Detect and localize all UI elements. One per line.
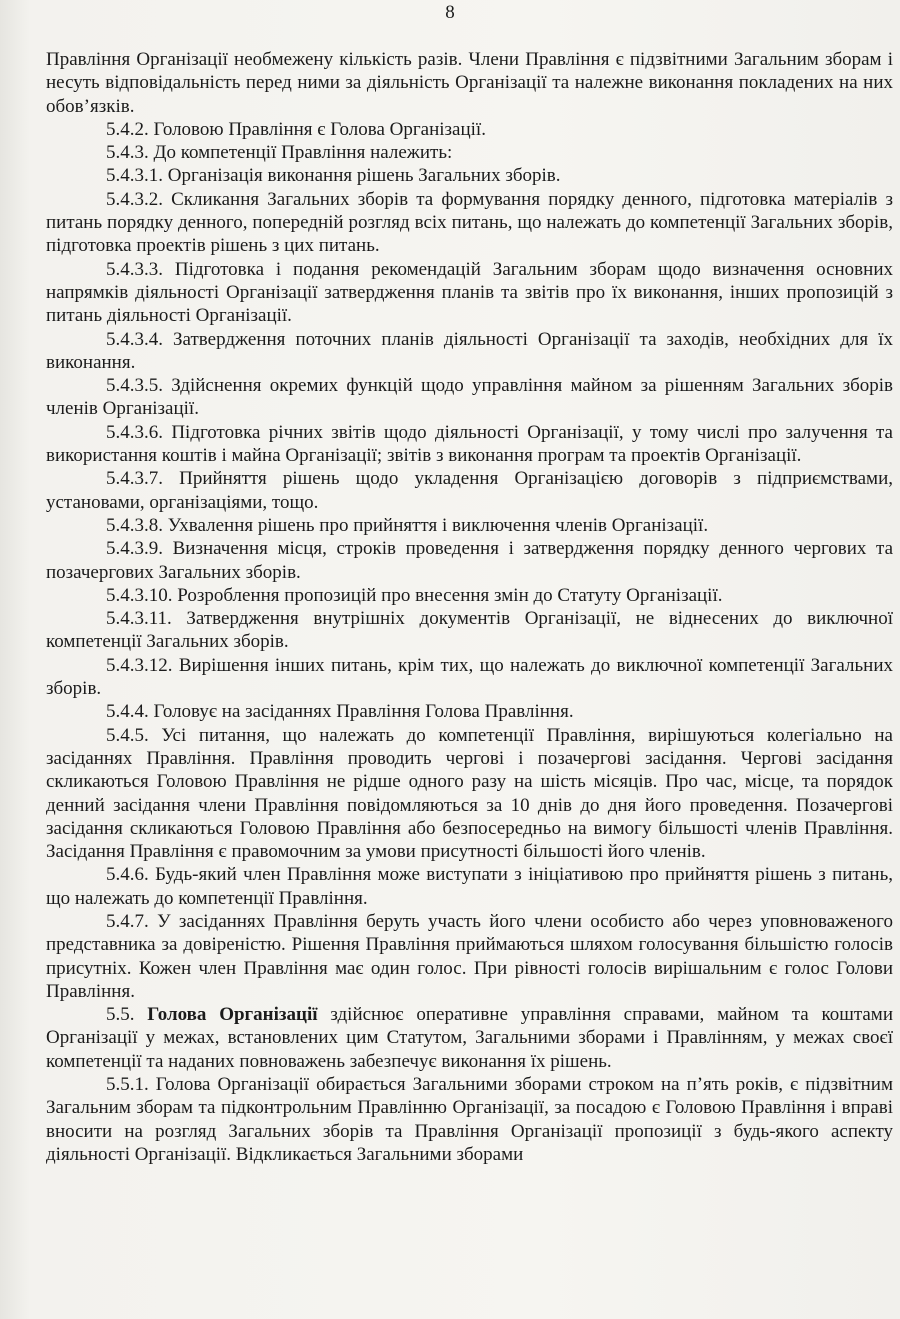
paragraph-5-5-number: 5.5. xyxy=(106,1004,135,1026)
paragraph: 5.4.3. До компетенції Правління належить: xyxy=(106,142,453,164)
paragraph: 5.4.3.2. Скликання Загальних зборів та формування порядку денного, підготовка матеріалів з питань порядку денного, попередній розгляд всіх питань, що належать до компетенції Загальних зборів, підготовка проектів рішень з цих питань. xyxy=(46,188,893,257)
paragraph-5-5 xyxy=(46,1003,893,1073)
paragraph: 5.4.3.6. Підготовка річних звітів щодо діяльності Організації, у тому числі про залучення та використання коштів і майна Організації; звітів з виконання програм та проектів Організації. xyxy=(46,421,893,467)
paragraph: 5.4.3.1. Організація виконання рішень Загальних зборів. xyxy=(106,165,561,187)
paragraph: Правління Організації необмежену кількість разів. Члени Правління є підзвітними Загальним зборам і несуть відповідальність перед ними за діяльність Організації та належне виконання покладених на них обов’язків. xyxy=(46,49,893,117)
paragraph: 5.4.3.10. Розроблення пропозицій про внесення змін до Статуту Організації. xyxy=(106,584,723,606)
paragraph: 5.4.3.8. Ухвалення рішень про прийняття і виключення членів Організації. xyxy=(106,514,709,536)
paragraph-5-5-text: здійснює оперативне управління справами, майном та коштами Організації у межах, встановлених цим Статутом, Загальними зборами і Правлінням, у межах своєї компетенції та наданих повноважень забезпечує виконання їх рішень. xyxy=(46,1004,893,1072)
paragraph: 5.4.3.4. Затвердження поточних планів діяльності Організації та заходів, необхідних для їх виконання. xyxy=(46,328,893,373)
page-number: 8 xyxy=(445,2,455,23)
paragraph: 5.4.5. Усі питання, що належать до компетенції Правління, вирішуються колегіально на засіданнях Правління. Правління проводить чергові і позачергові засідання. Чергові засідання скликаються Головою Правління не рідше одного разу на шість місяців. Про час, місце, та порядок денний засідання члени Правління повідомляються за 10 днів до дня його проведення. Позачергові засідання скликаються Головою Правління або безпосередньо на вимогу більшості членів Правління. Засідання Правління є правомочним за умови присутності більшості його членів. xyxy=(46,724,893,863)
paragraph: 5.4.3.7. Прийняття рішень щодо укладення Організацією договорів з підприємствами, установами, організаціями, тощо. xyxy=(46,468,893,513)
paragraph: 5.4.3.12. Вирішення інших питань, крім тих, що належать до виключної компетенції Загальних зборів. xyxy=(46,654,893,700)
paragraph: 5.4.7. У засіданнях Правління беруть участь його члени особисто або через уповноваженого представника за довіреністю. Рішення Правління приймаються шляхом голосування більшістю голосів присутніх. Кожен член Правління має один голос. При рівності голосів вирішальним є голос Голови Правління. xyxy=(46,910,893,1002)
paragraph-5-5-1: 5.5.1. Голова Організації обирається Загальними зборами строком на п’ять років, є підзвітним Загальним зборам та підконтрольним Правлінню Організації, за посадою є Головою Правління і вправі вносити на розгляд Загальних зборів та Правління Організації пропозиції з будь-якого аспекту діяльності Організації. Відкликається Загальними зборами xyxy=(46,1074,893,1165)
paragraph: 5.4.4. Головує на засіданнях Правління Голова Правління. xyxy=(106,701,574,723)
paragraph-5-5-heading: Голова Організації xyxy=(147,1004,318,1026)
paragraph: 5.4.3.11. Затвердження внутрішніх документів Організації, не віднесених до виключної компетенції Загальних зборів. xyxy=(46,608,893,653)
paragraph: 5.4.3.9. Визначення місця, строків проведення і затвердження порядку денного чергових та позачергових Загальних зборів. xyxy=(46,538,893,583)
paragraph: 5.4.3.3. Підготовка і подання рекомендацій Загальним зборам щодо визначення основних напрямків діяльності Організації затвердження планів та звітів про їх виконання, інших пропозицій з питань діяльності Організації. xyxy=(46,258,893,327)
paragraph: 5.4.3.5. Здійснення окремих функцій щодо управління майном за рішенням Загальних зборів членів Організації. xyxy=(46,375,893,420)
paragraph: 5.4.2. Головою Правління є Голова Організації. xyxy=(106,118,486,140)
document-body xyxy=(46,48,893,1166)
paragraph: 5.4.6. Будь-який член Правління може виступати з ініціативою про прийняття рішень з питань, що належать до компетенції Правління. xyxy=(46,864,893,909)
